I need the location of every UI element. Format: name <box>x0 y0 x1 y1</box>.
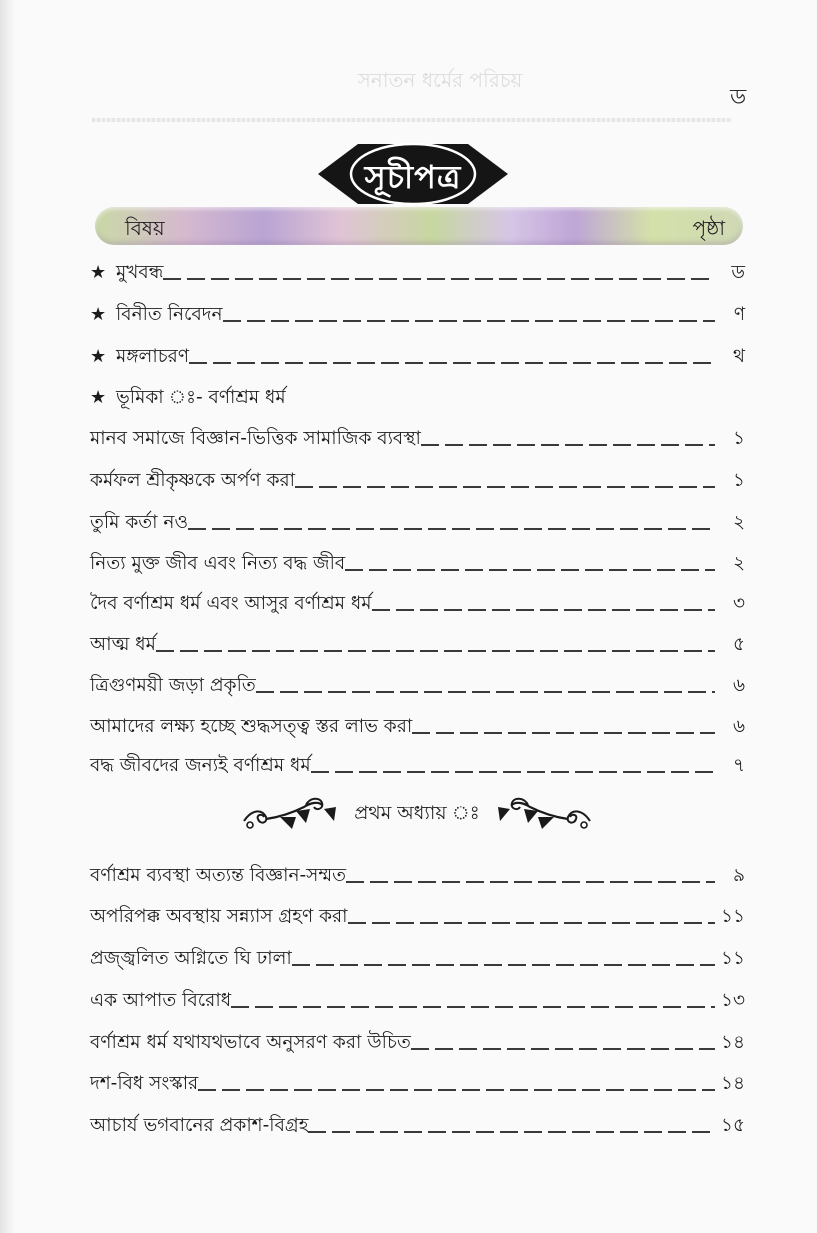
dash-leader <box>346 881 715 883</box>
star-icon: ★ <box>90 304 107 325</box>
entry-page: ১ <box>732 470 745 491</box>
toc-entry[interactable] <box>90 858 745 888</box>
entry-page: ১১ <box>720 906 745 927</box>
toc-entry[interactable] <box>90 1108 745 1138</box>
entry-title: বদ্ধ জীবদের জন্যই বর্ণাশ্রম ধর্ম <box>90 755 311 776</box>
entry-title: ত্রিগুণময়ী জড়া প্রকৃতি <box>90 675 256 696</box>
toc-entry[interactable] <box>90 380 745 410</box>
column-header-page: পৃষ্ঠা <box>692 216 725 240</box>
toc-entry[interactable] <box>90 421 745 451</box>
column-header-subject: বিষয় <box>125 216 165 240</box>
entry-title: নিত্য মুক্ত জীব এবং নিত্য বদ্ধ জীব <box>90 553 346 574</box>
star-icon: ★ <box>90 387 107 408</box>
dash-leader <box>292 964 715 966</box>
dash-leader <box>348 922 715 924</box>
dash-leader <box>311 771 715 773</box>
dash-leader <box>198 1089 715 1091</box>
toc-entry[interactable] <box>90 627 745 657</box>
dash-leader <box>372 609 715 611</box>
chapter-title: প্রথম অধ্যায় ঃ <box>354 802 480 824</box>
entry-page: ৯ <box>732 865 745 886</box>
floral-ornament-left-icon <box>240 795 340 835</box>
entry-page: থ <box>733 346 745 367</box>
toc-entry[interactable] <box>90 297 745 327</box>
toc-entry[interactable] <box>90 463 745 493</box>
entry-page: ৬ <box>732 716 745 737</box>
dash-leader <box>411 1048 715 1050</box>
entry-title: মানব সমাজে বিজ্ঞান-ভিত্তিক সামাজিক ব্যবস্থা <box>90 428 421 449</box>
entry-page: ১১ <box>720 948 745 969</box>
entry-title: বিনীত নিবেদন <box>116 304 223 325</box>
entry-page: ৩ <box>732 593 745 614</box>
entry-title: বর্ণাশ্রম ধর্ম যথাযথভাবে অনুসরণ করা উচিত <box>90 1032 411 1053</box>
entry-page: ণ <box>733 304 745 325</box>
entry-page: ১৫ <box>720 1115 745 1136</box>
entry-title: আচার্য ভগবানের প্রকাশ-বিগ্রহ <box>90 1115 309 1136</box>
toc-entry[interactable] <box>90 899 745 929</box>
entry-title: তুমি কর্তা নও <box>90 512 189 533</box>
dash-leader <box>189 362 715 364</box>
running-header-bleedthrough: সনাতন ধর্মের পরিচয় <box>357 68 523 92</box>
star-icon: ★ <box>90 346 107 367</box>
entry-page: ২ <box>732 553 745 574</box>
column-header-band <box>95 207 743 245</box>
dash-leader <box>295 486 715 488</box>
entry-page: ৭ <box>732 755 745 776</box>
toc-title-badge <box>318 140 508 208</box>
entry-title: দশ-বিধ সংস্কার <box>90 1073 199 1094</box>
dash-leader <box>156 650 715 652</box>
toc-entry[interactable] <box>90 709 745 739</box>
entry-page: ১৪ <box>720 1073 745 1094</box>
entry-title: মঙ্গলাচরণ <box>116 346 190 367</box>
entry-page: ২ <box>732 512 745 533</box>
dash-leader <box>421 444 715 446</box>
star-icon: ★ <box>90 262 107 283</box>
entry-page: ড <box>731 262 745 283</box>
dash-leader <box>308 1131 715 1133</box>
floral-ornament-right-icon <box>494 795 594 835</box>
dash-leader <box>223 320 715 322</box>
header-rule <box>92 118 732 122</box>
toc-entry[interactable] <box>90 255 745 285</box>
entry-title: প্রজ্জ্বলিত অগ্নিতে ঘি ঢালা <box>90 948 292 969</box>
page-number: ড <box>730 85 747 110</box>
page-edge <box>0 0 16 1233</box>
toc-entry[interactable] <box>90 668 745 698</box>
entry-title: এক আপাত বিরোধ <box>90 990 232 1011</box>
toc-entry[interactable] <box>90 1066 745 1096</box>
entry-page: ৬ <box>732 675 745 696</box>
toc-entry[interactable] <box>90 1025 745 1055</box>
entry-page: ১ <box>732 428 745 449</box>
entry-title: মুখবন্ধ <box>116 262 164 283</box>
entry-title: দৈব বর্ণাশ্রম ধর্ম এবং আসুর বর্ণাশ্রম ধর্ম <box>90 593 372 614</box>
toc-entry[interactable] <box>90 586 745 616</box>
entry-title: কর্মফল শ্রীকৃষ্ণকে অর্পণ করা <box>90 470 296 491</box>
toc-entry[interactable] <box>90 546 745 576</box>
dash-leader <box>345 569 715 571</box>
toc-entry[interactable] <box>90 941 745 971</box>
entry-page: ৫ <box>732 634 745 655</box>
toc-entry[interactable] <box>90 505 745 535</box>
dash-leader <box>231 1006 715 1008</box>
entry-page: ১৩ <box>720 990 745 1011</box>
chapter-heading <box>232 792 602 838</box>
entry-title: বর্ণাশ্রম ব্যবস্থা অত্যন্ত বিজ্ঞান-সম্মত <box>90 865 347 886</box>
entry-title: ভূমিকা ঃ- বর্ণাশ্রম ধর্ম <box>116 387 286 408</box>
toc-title: সূচীপত্র <box>364 158 462 196</box>
entry-title: আমাদের লক্ষ্য হচ্ছে শুদ্ধসত্ত্ব স্তর লাভ করা <box>90 716 413 737</box>
toc-entry[interactable] <box>90 339 745 369</box>
dash-leader <box>163 278 715 280</box>
entry-title: আত্ম ধর্ম <box>90 634 156 655</box>
toc-entry[interactable] <box>90 748 745 778</box>
dash-leader <box>412 732 715 734</box>
entry-title: অপরিপক্ক অবস্থায় সন্ন্যাস গ্রহণ করা <box>90 906 348 927</box>
entry-page: ১৪ <box>720 1032 745 1053</box>
dash-leader <box>286 403 715 405</box>
dash-leader <box>188 528 715 530</box>
toc-entry[interactable] <box>90 983 745 1013</box>
dash-leader <box>256 691 715 693</box>
